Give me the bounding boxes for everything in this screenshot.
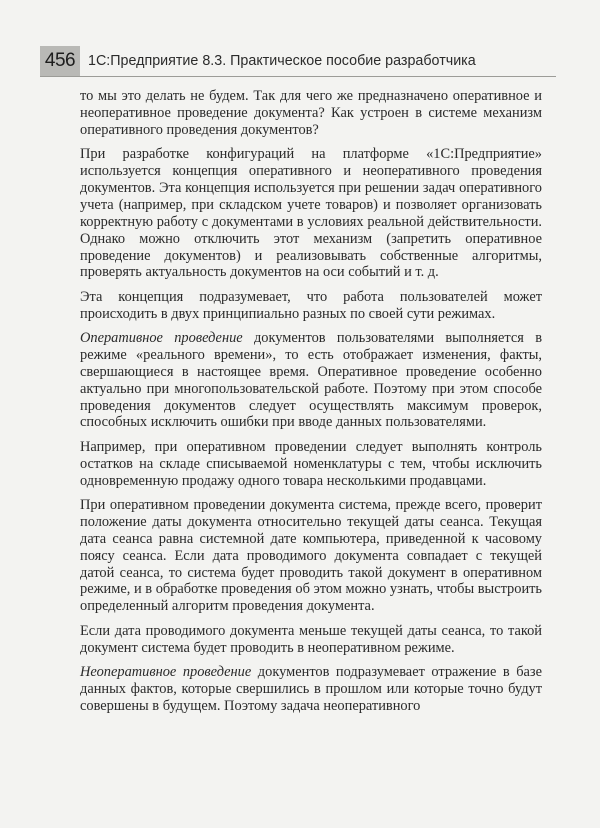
running-title: 1С:Предприятие 8.3. Практическое пособие разработчика [88, 53, 476, 69]
italic-term: Оперативное проведение [80, 329, 243, 346]
italic-term: Неоперативное проведение [80, 663, 252, 680]
paragraph: При оперативном проведении документа система, прежде всего, проверит положение даты документа относительно текущей даты сеанса. Текущая дата сеанса равна системной дате компьютера, приведенной к часовому поясу сеанса. Если дата проводимого документа совпадает с текущей датой сеанса, то система будет проводить такой документ в оперативном режиме, и в обработке проведения об этом можно узнать, чтобы выстроить определенный алгоритм проведения документа. [80, 496, 542, 615]
paragraph: Например, при оперативном проведении следует выполнять контроль остатков на складе списываемой номенклатуры с тем, чтобы исключить одновременную продажу одного товара несколькими продавцами. [80, 438, 542, 489]
paragraph: то мы это делать не будем. Так для чего же предназначено оперативное и неоперативное проведение документа? Как устроен в системе механизм оперативного проведения документов? [80, 88, 542, 138]
paragraph: Неоперативное проведение документов подразумевает отражение в базе данных фактов, которые свершились в прошлом или которые точно будут совершены в будущем. Поэтому задача неоперативного [80, 663, 543, 714]
paragraph: Если дата проводимого документа меньше текущей даты сеанса, то такой документ система будет проводить в неоперативном режиме. [80, 622, 542, 656]
page-header [40, 46, 556, 76]
paragraph: При разработке конфигураций на платформе «1С:Предприятие» используется концепция оперативного и неоперативного проведения документов. Эта концепция используется при решении задач оперативного учета (например, при складском учете товаров) и позволяет организовать корректную работу с документами в условиях реальной действительности. Однако можно отключить этот механизм (запретить оперативное проведение документов) и реализовывать собственные алгоритмы, проверять актуальность документов на оси событий и т. д. [80, 146, 542, 281]
paragraph: Эта концепция подразумевает, что работа пользователей может происходить в двух принципиально разных по своей сути режимах. [80, 288, 542, 322]
header-rule [40, 76, 556, 77]
paragraph: Оперативное проведение документов пользователями выполняется в режиме «реального времени», то есть отображает изменения, факты, свершающиеся в настоящее время. Оперативное проведение особенно актуально при многопользовательской работе. Поэтому при этом способе проведения документов следует осуществлять максимум проверок, способных исключить ошибки при вводе данных пользователями. [80, 329, 542, 431]
page-number: 456 [40, 46, 80, 76]
body-text [80, 88, 542, 722]
